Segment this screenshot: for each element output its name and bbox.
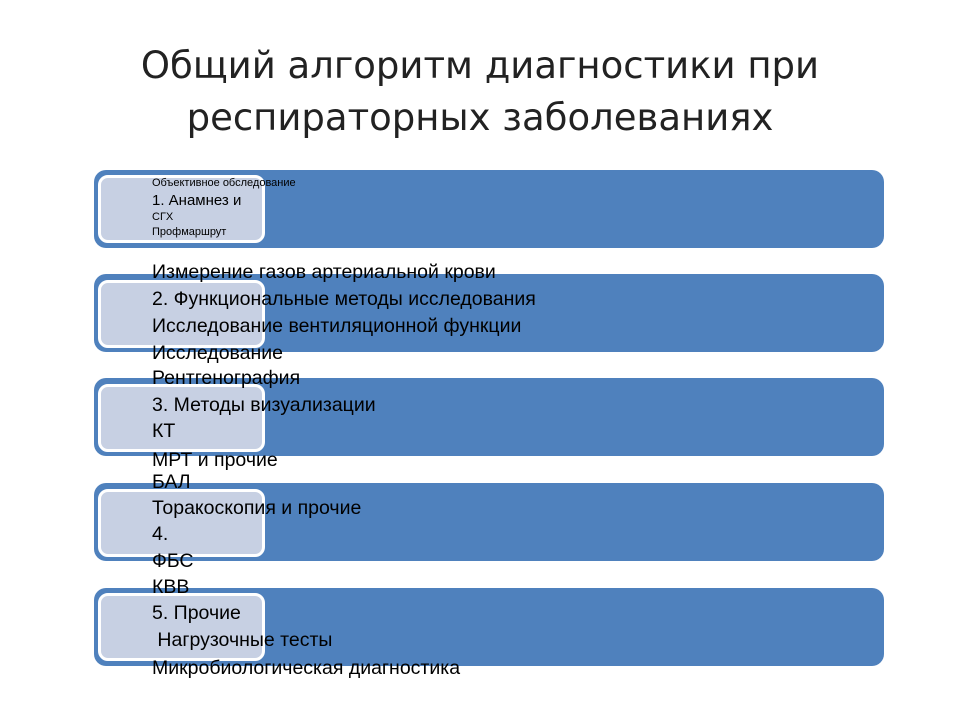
- title-line-2: респираторных заболеваниях: [186, 96, 774, 139]
- step-1-line-1: Объективное обследование: [152, 177, 296, 189]
- step-2-line-3: Исследование вентиляционной функции: [152, 315, 522, 337]
- step-4-line-2: Торакоскопия и прочие: [152, 497, 362, 519]
- step-3-line-3: КТ: [152, 420, 176, 442]
- step-5-line-1: 5. Прочие: [152, 602, 241, 624]
- step-3-line-1: Рентгенография: [152, 367, 301, 389]
- step-1-line-3: СГХ: [152, 211, 174, 223]
- page-title: [0, 40, 960, 144]
- title-line-1: Общий алгоритм диагностики при: [140, 44, 820, 87]
- step-1-line-2: 1. Анамнез и: [152, 192, 242, 209]
- step-2-line-4: Исследование: [152, 342, 284, 364]
- step-4-line-3: 4.: [152, 523, 169, 545]
- step-2-line-1: Измерение газов артериальной крови: [152, 261, 496, 283]
- step-2-line-2: 2. Функциональные методы исследования: [152, 288, 536, 310]
- step-3-line-4: МРТ и прочие: [152, 449, 278, 471]
- step-4-line-5: КВВ: [152, 576, 190, 598]
- step-4-line-1: БАЛ: [152, 471, 191, 493]
- step-5-line-3: Микробиологическая диагностика: [152, 657, 461, 679]
- step-1-line-4: Профмаршрут: [152, 226, 227, 238]
- step-3-line-2: 3. Методы визуализации: [152, 394, 376, 416]
- step-4-line-4: ФБС: [152, 550, 194, 572]
- step-5-line-2: Нагрузочные тесты: [152, 629, 333, 651]
